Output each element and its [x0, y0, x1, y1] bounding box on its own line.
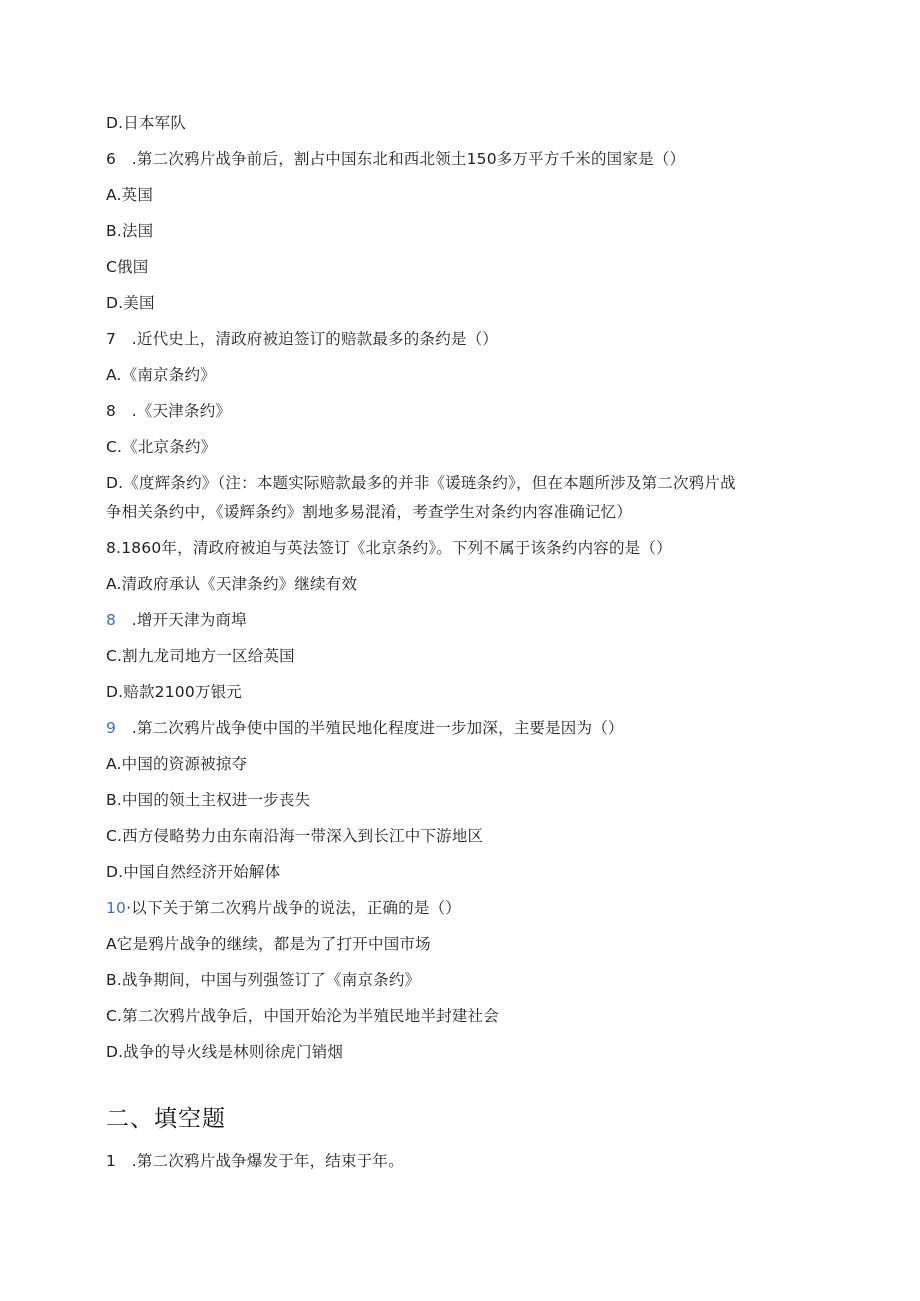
option-c-q7: C.《北京条约》	[106, 438, 217, 456]
option-b-q8-number: 8	[106, 611, 117, 629]
option-a-q8: A.清政府承认《天津条约》继续有效	[106, 575, 358, 593]
option-d-q6: D.美国	[106, 294, 155, 312]
question-10	[106, 898, 461, 918]
option-a-q10: A它是鸦片战争的继续，都是为了打开中国市场	[106, 935, 431, 953]
section-heading-fill-in: 二、填空题	[106, 1106, 226, 1132]
option-a-q9: A.中国的资源被掠夺	[106, 755, 248, 773]
question-7: 7 .近代史上，清政府被迫签订的赔款最多的条约是（）	[106, 330, 498, 348]
question-10-number: 10	[106, 899, 127, 917]
option-d-q7-continued: 争相关条约中，《谖辉条约》割地多易混淆，考查学生对条约内容准确记忆）	[106, 503, 633, 521]
option-d-q8: D.赔款2100万银元	[106, 683, 243, 701]
option-b-q8-text: .增开天津为商埠	[116, 611, 247, 629]
question-9	[106, 718, 624, 738]
option-d-q5: D.日本军队	[106, 114, 187, 132]
option-c-q6: C俄国	[106, 258, 149, 276]
option-d-q7: D.《度辉条约》（注：本题实际赔款最多的并非《谖琏条约》，但在本题所涉及第二次鸦片战	[106, 474, 736, 492]
option-b-q8	[106, 610, 247, 630]
option-a-q7: A.《南京条约》	[106, 366, 216, 384]
option-b-q10: B.战争期间，中国与列强签订了《南京条约》	[106, 971, 421, 989]
question-10-text: ·以下关于第二次鸦片战争的说法，正确的是（）	[126, 899, 461, 917]
question-6: 6 .第二次鸦片战争前后，割占中国东北和西北领土150多万平方千米的国家是（）	[106, 150, 686, 168]
option-a-q6: A.英国	[106, 186, 154, 204]
question-9-number: 9	[106, 719, 117, 737]
option-c-q8: C.割九龙司地方一区给英国	[106, 647, 295, 665]
fill-question-1: 1 .第二次鸦片战争爆发于年，结束于年。	[106, 1152, 404, 1170]
option-d-q9: D.中国自然经济开始解体	[106, 863, 281, 881]
question-9-text: .第二次鸦片战争使中国的半殖民地化程度进一步加深，主要是因为（）	[116, 719, 624, 737]
question-8: 8.1860年，清政府被迫与英法签订《北京条约》。下列不属于该条约内容的是（）	[106, 539, 672, 557]
option-b-q6: B.法国	[106, 222, 154, 240]
option-d-q10: D.战争的导火线是林则徐虎门销烟	[106, 1043, 344, 1061]
option-b-q7: 8 .《天津条约》	[106, 402, 232, 420]
option-b-q9: B.中国的领土主权进一步丧失	[106, 791, 311, 809]
option-c-q9: C.西方侵略势力由东南沿海一带深入到长江中下游地区	[106, 827, 484, 845]
option-c-q10: C.第二次鸦片战争后，中国开始沦为半殖民地半封建社会	[106, 1007, 499, 1025]
